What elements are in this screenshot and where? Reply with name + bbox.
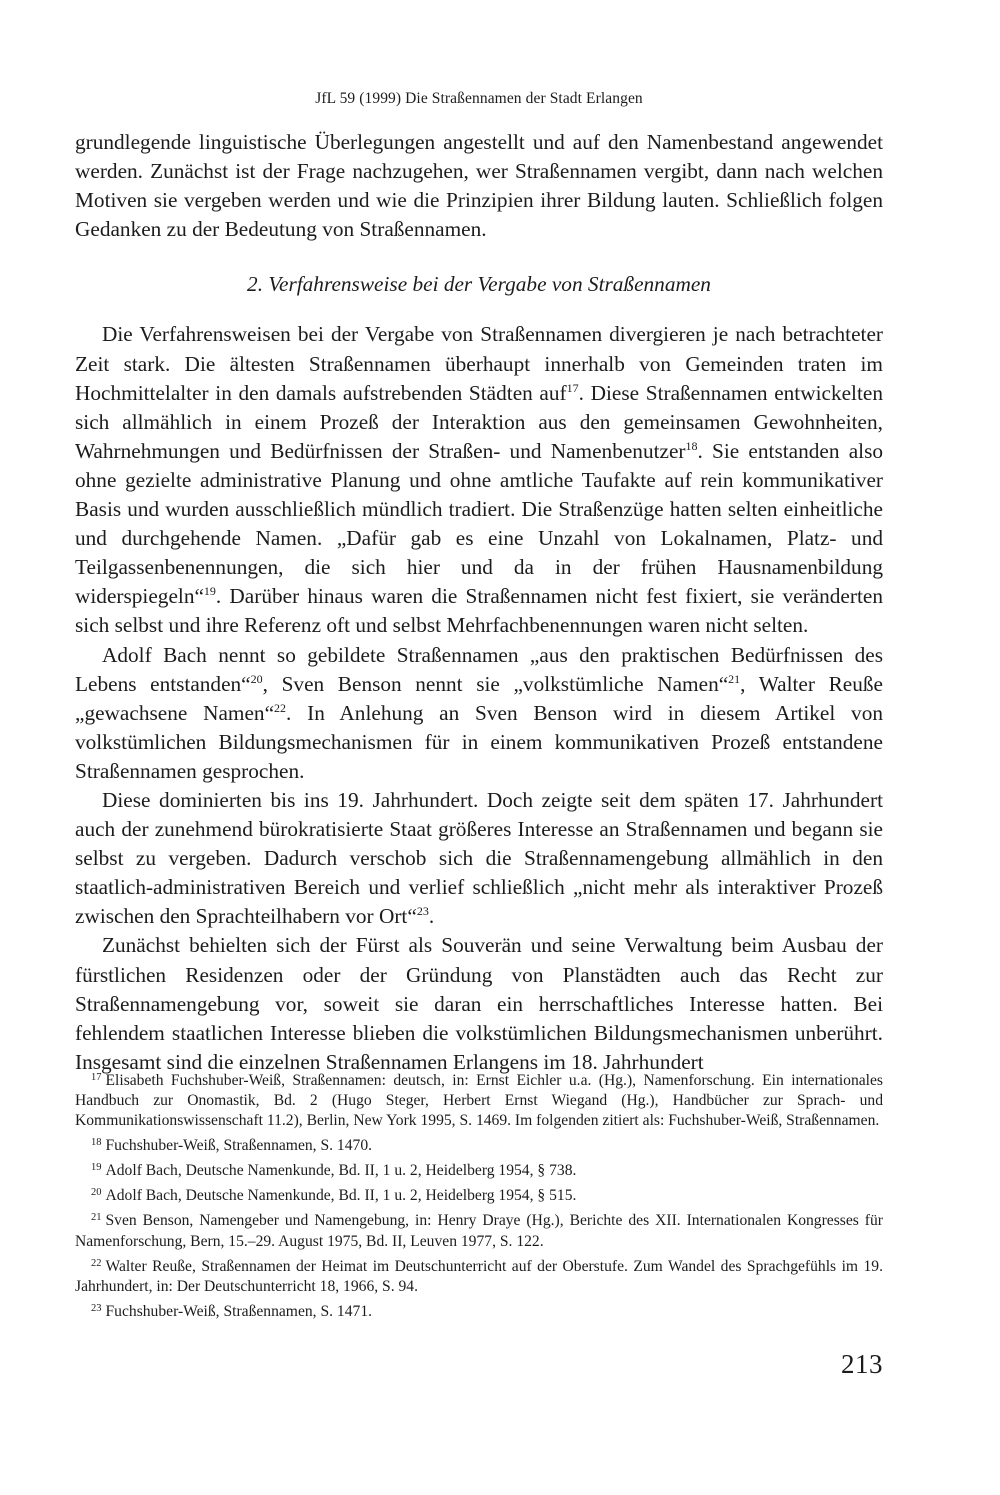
- footnote-text: Adolf Bach, Deutsche Namenkunde, Bd. II, 1 u. 2, Heidelberg 1954, § 738.: [105, 1162, 577, 1180]
- paragraph-1-text-d: . Darüber hinaus waren die Straßennamen nicht fest fixiert, sie veränderten sich selbst und ihre Referenz oft und selbst Mehrfachbenennungen waren nicht selten.: [75, 584, 883, 638]
- footnote: [75, 1211, 883, 1251]
- footnote: [75, 1071, 883, 1132]
- paragraph-3-text-b: .: [428, 904, 435, 929]
- footnote-ref-17[interactable]: 17: [566, 380, 579, 395]
- paragraph-1-text-a: Die Verfahrensweisen bei der Vergabe von Straßennamen divergieren je nach betrachteter Zeit stark. Die ältesten Straßennamen überhaupt innerhalb von Gemeinden traten im Hochmittelalter in den damals aufstrebenden Städten auf: [75, 322, 883, 405]
- footnote-text: Fuchshuber-Weiß, Straßennamen, S. 1471.: [105, 1302, 373, 1320]
- footnote-number: 23: [91, 1302, 102, 1314]
- footnote-ref-21[interactable]: 21: [728, 671, 741, 686]
- paragraph-1: [75, 320, 883, 640]
- paragraph-3: [75, 786, 883, 931]
- footnote-number: 17: [91, 1072, 102, 1083]
- running-head: JfL 59 (1999) Die Straßennamen der Stadt Erlangen: [315, 90, 643, 107]
- footnote-text: Elisabeth Fuchshuber-Weiß, Straßennamen: deutsch, in: Ernst Eichler u.a. (Hg.), Namenforschung. Ein internationales Handbuch zur Onomastik, Bd. 2 (Hugo Steger, Herbert Ernst Wiegand (Hg.), Handbücher zur Sprach- und Kommunikationswissenschaft 11.2), Berlin, New York 1995, S. 1469. Im folgenden zitiert als: Fuchshuber-Weiß, Straßennamen.: [75, 1072, 883, 1130]
- footnote-number: 20: [91, 1187, 102, 1199]
- footnote-ref-23[interactable]: 23: [416, 904, 429, 919]
- footnote: [75, 1257, 883, 1297]
- footnote-number: 18: [91, 1137, 102, 1149]
- footnote-text: Sven Benson, Namengeber und Namengebung, in: Henry Draye (Hg.), Berichte des XII. Internationalen Kongresses für Namenforschung, Bern, 15.–29. August 1975, Bd. II, Leuven 1977, S. 122.: [75, 1212, 883, 1250]
- paragraph-2-text-b: , Sven Benson nennt sie „volkstümliche Namen“: [262, 671, 729, 696]
- footnote-text: Fuchshuber-Weiß, Straßennamen, S. 1470.: [105, 1137, 373, 1155]
- section-heading: 2. Verfahrensweise bei der Vergabe von Straßennamen: [247, 272, 711, 297]
- body-text: [75, 128, 883, 1077]
- footnote: [75, 1186, 883, 1206]
- paragraph-2-text-d: . In Anlehung an Sven Benson wird in diesem Artikel von volkstümlichen Bildungsmechanismen für in einem kommunikativen Prozeß entstandene Straßennamen gesprochen.: [75, 700, 883, 783]
- footnotes: [75, 1071, 883, 1327]
- footnote-ref-20[interactable]: 20: [250, 671, 263, 686]
- footnote-text: Walter Reuße, Straßennamen der Heimat im Deutschunterricht auf der Oberstufe. Zum Wandel des Sprachgefühls im 19. Jahrhundert, in: Der Deutschunterricht 18, 1966, S. 94.: [75, 1257, 883, 1295]
- paragraph-4: Zunächst behielten sich der Fürst als Souverän und seine Verwaltung beim Ausbau der fürstlichen Residenzen oder der Gründung von Planstädten auch das Recht zur Straßennamengebung vor, soweit sie daran ein herrschaftliches Interesse hatten. Bei fehlendem staatlichen Interesse blieben die volkstümlichen Bildungsmechanismen unberührt. Insgesamt sind die einzelnen Straßennamen Erlangens im 18. Jahrhundert: [75, 933, 883, 1074]
- page-number: 213: [841, 1349, 883, 1379]
- footnote-text: Adolf Bach, Deutsche Namenkunde, Bd. II, 1 u. 2, Heidelberg 1954, § 515.: [105, 1187, 577, 1205]
- footnote: [75, 1302, 883, 1322]
- paragraph-2: [75, 641, 883, 786]
- document-page: [75, 0, 883, 1495]
- paragraph-2-text-a: Adolf Bach nennt so gebildete Straßennamen „aus den praktischen Bedürfnissen des Lebens entstanden“: [75, 642, 883, 696]
- paragraph-1-text-c: . Sie entstanden also ohne gezielte administrative Planung und ohne amtliche Taufakte auf rein kommunikativer Basis und wurden ausschließlich mündlich tradiert. Die Straßenzüge hatten selten einheitliche und durchgehende Namen. „Dafür gab es eine Unzahl von Lokalnamen, Platz- und Teilgassenbenennungen, die sich hier und da in der frühen Hausnamenbildung widerspiegeln“: [75, 438, 883, 609]
- footnote: [75, 1136, 883, 1156]
- paragraph-3-text-a: Diese dominierten bis ins 19. Jahrhundert. Doch zeigte seit dem späten 17. Jahrhundert auch der zunehmend bürokratisierte Staat größeres Interesse an Straßennamen und begann sie selbst zu vergeben. Dadurch verschob sich die Straßennamengebung allmählich in den staatlich-administrativen Bereich und verlief schließlich „nicht mehr als interaktiver Prozeß zwischen den Sprachteilhabern vor Ort“: [75, 787, 883, 929]
- footnote-ref-22[interactable]: 22: [274, 700, 287, 715]
- paragraph-1-text-b: . Diese Straßennamen entwickelten sich allmählich in einem Prozeß der Interaktion aus den gemeinsamen Gewohnheiten, Wahrnehmungen und Bedürfnissen der Straßen- und Namenbenutzer: [75, 380, 883, 463]
- footnote-ref-18[interactable]: 18: [685, 438, 698, 453]
- footnote-number: 19: [91, 1162, 102, 1174]
- footnote-ref-19[interactable]: 19: [203, 584, 216, 599]
- footnote-number: 21: [91, 1212, 102, 1224]
- paragraph-2-text-c: , Walter Reuße „gewachsene Namen“: [75, 671, 883, 725]
- intro-paragraph: grundlegende linguistische Überlegungen angestellt und auf den Namenbestand angewendet werden. Zunächst ist der Frage nachzugehen, wer Straßennamen vergibt, dann nach welchen Motiven sie vergeben werden und wie die Prinzipien ihrer Bildung lauten. Schließlich folgen Gedanken zu der Bedeutung von Straßennamen.: [75, 130, 883, 242]
- footnote: [75, 1161, 883, 1181]
- footnote-number: 22: [91, 1257, 102, 1269]
